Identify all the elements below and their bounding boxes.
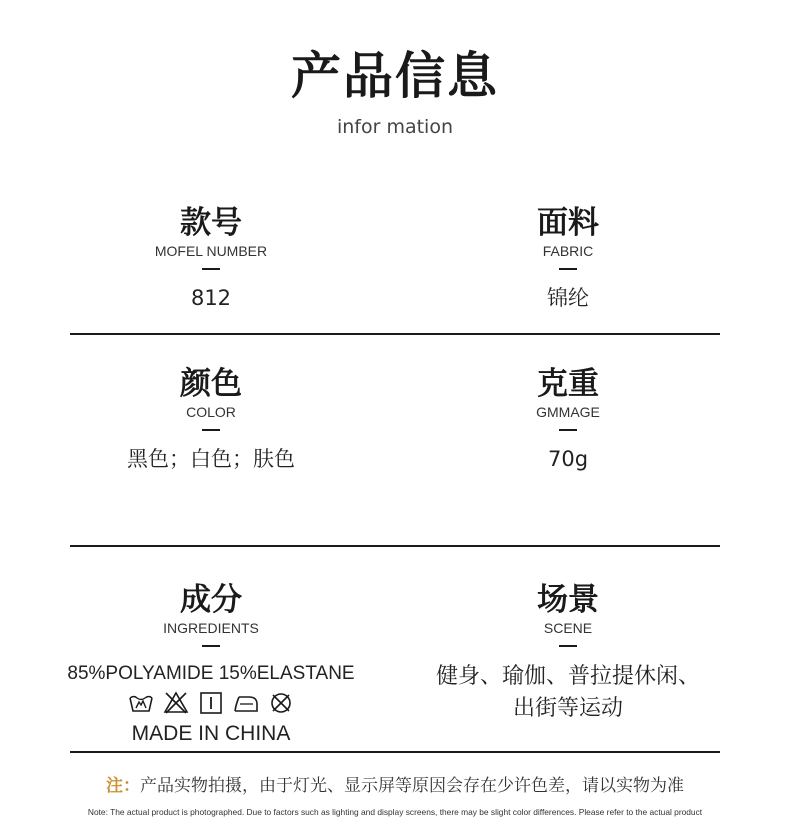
origin-text: MADE IN CHINA [131,722,291,745]
divider-dash [202,645,220,647]
color-cell [51,365,371,473]
fabric-label-en: FABRIC [542,243,594,259]
divider-dash [559,268,577,270]
page-title: 产品信息 [291,47,499,105]
disclaimer-label: 注： [106,776,140,796]
ingredients-label: 成分 [180,582,242,618]
divider-dash [202,268,220,270]
scene-value-line1: 健身、瑜伽、普拉提休闲、 [435,664,700,689]
divider-dash [202,429,220,431]
no-dry-clean-icon [268,691,294,715]
fabric-value: 锦纶 [547,286,589,310]
color-value: 黑色；白色；肤色 [127,447,295,471]
ingredients-cell [41,581,381,747]
divider-dash [559,429,577,431]
weight-label: 克重 [537,366,599,402]
model-number-label: 款号 [180,205,242,241]
no-bleach-icon [163,691,189,715]
row-divider [70,751,720,753]
weight-cell [408,365,728,473]
ingredients-label-en: INGREDIENTS [163,620,259,636]
disclaimer-note-en: Note: The actual product is photographed. Due to factors such as lighting and display screens, there may be slight color differences. Please refer to the actual product [87,807,703,817]
divider-dash [559,645,577,647]
care-symbols [41,691,381,715]
scene-value [408,661,728,725]
row-divider [70,545,720,547]
hand-wash-icon [128,691,154,715]
disclaimer-text: 产品实物拍摄，由于灯光、显示屏等原因会存在少许色差，请以实物为准 [140,776,684,796]
ingredients-value: 85%POLYAMIDE 15%ELASTANE [67,663,355,684]
fabric-label: 面料 [537,205,599,241]
model-number-label-en: MOFEL NUMBER [154,243,268,259]
color-label-en: COLOR [186,404,236,420]
model-number-value: 812 [190,286,232,310]
row-divider [70,333,720,335]
page-subtitle: infor mation [336,116,454,138]
iron-low-icon [233,691,259,715]
weight-label-en: GMMAGE [536,404,600,420]
scene-value-line2: 出街等运动 [512,696,623,721]
color-label: 颜色 [180,366,242,402]
model-number-cell [51,204,371,312]
fabric-cell [408,204,728,312]
weight-value: 70g [547,447,589,471]
disclaimer-note [0,774,790,798]
tumble-dry-low-icon [198,691,224,715]
scene-cell [408,581,728,725]
scene-label-en: SCENE [543,620,593,636]
scene-label: 场景 [537,582,599,618]
